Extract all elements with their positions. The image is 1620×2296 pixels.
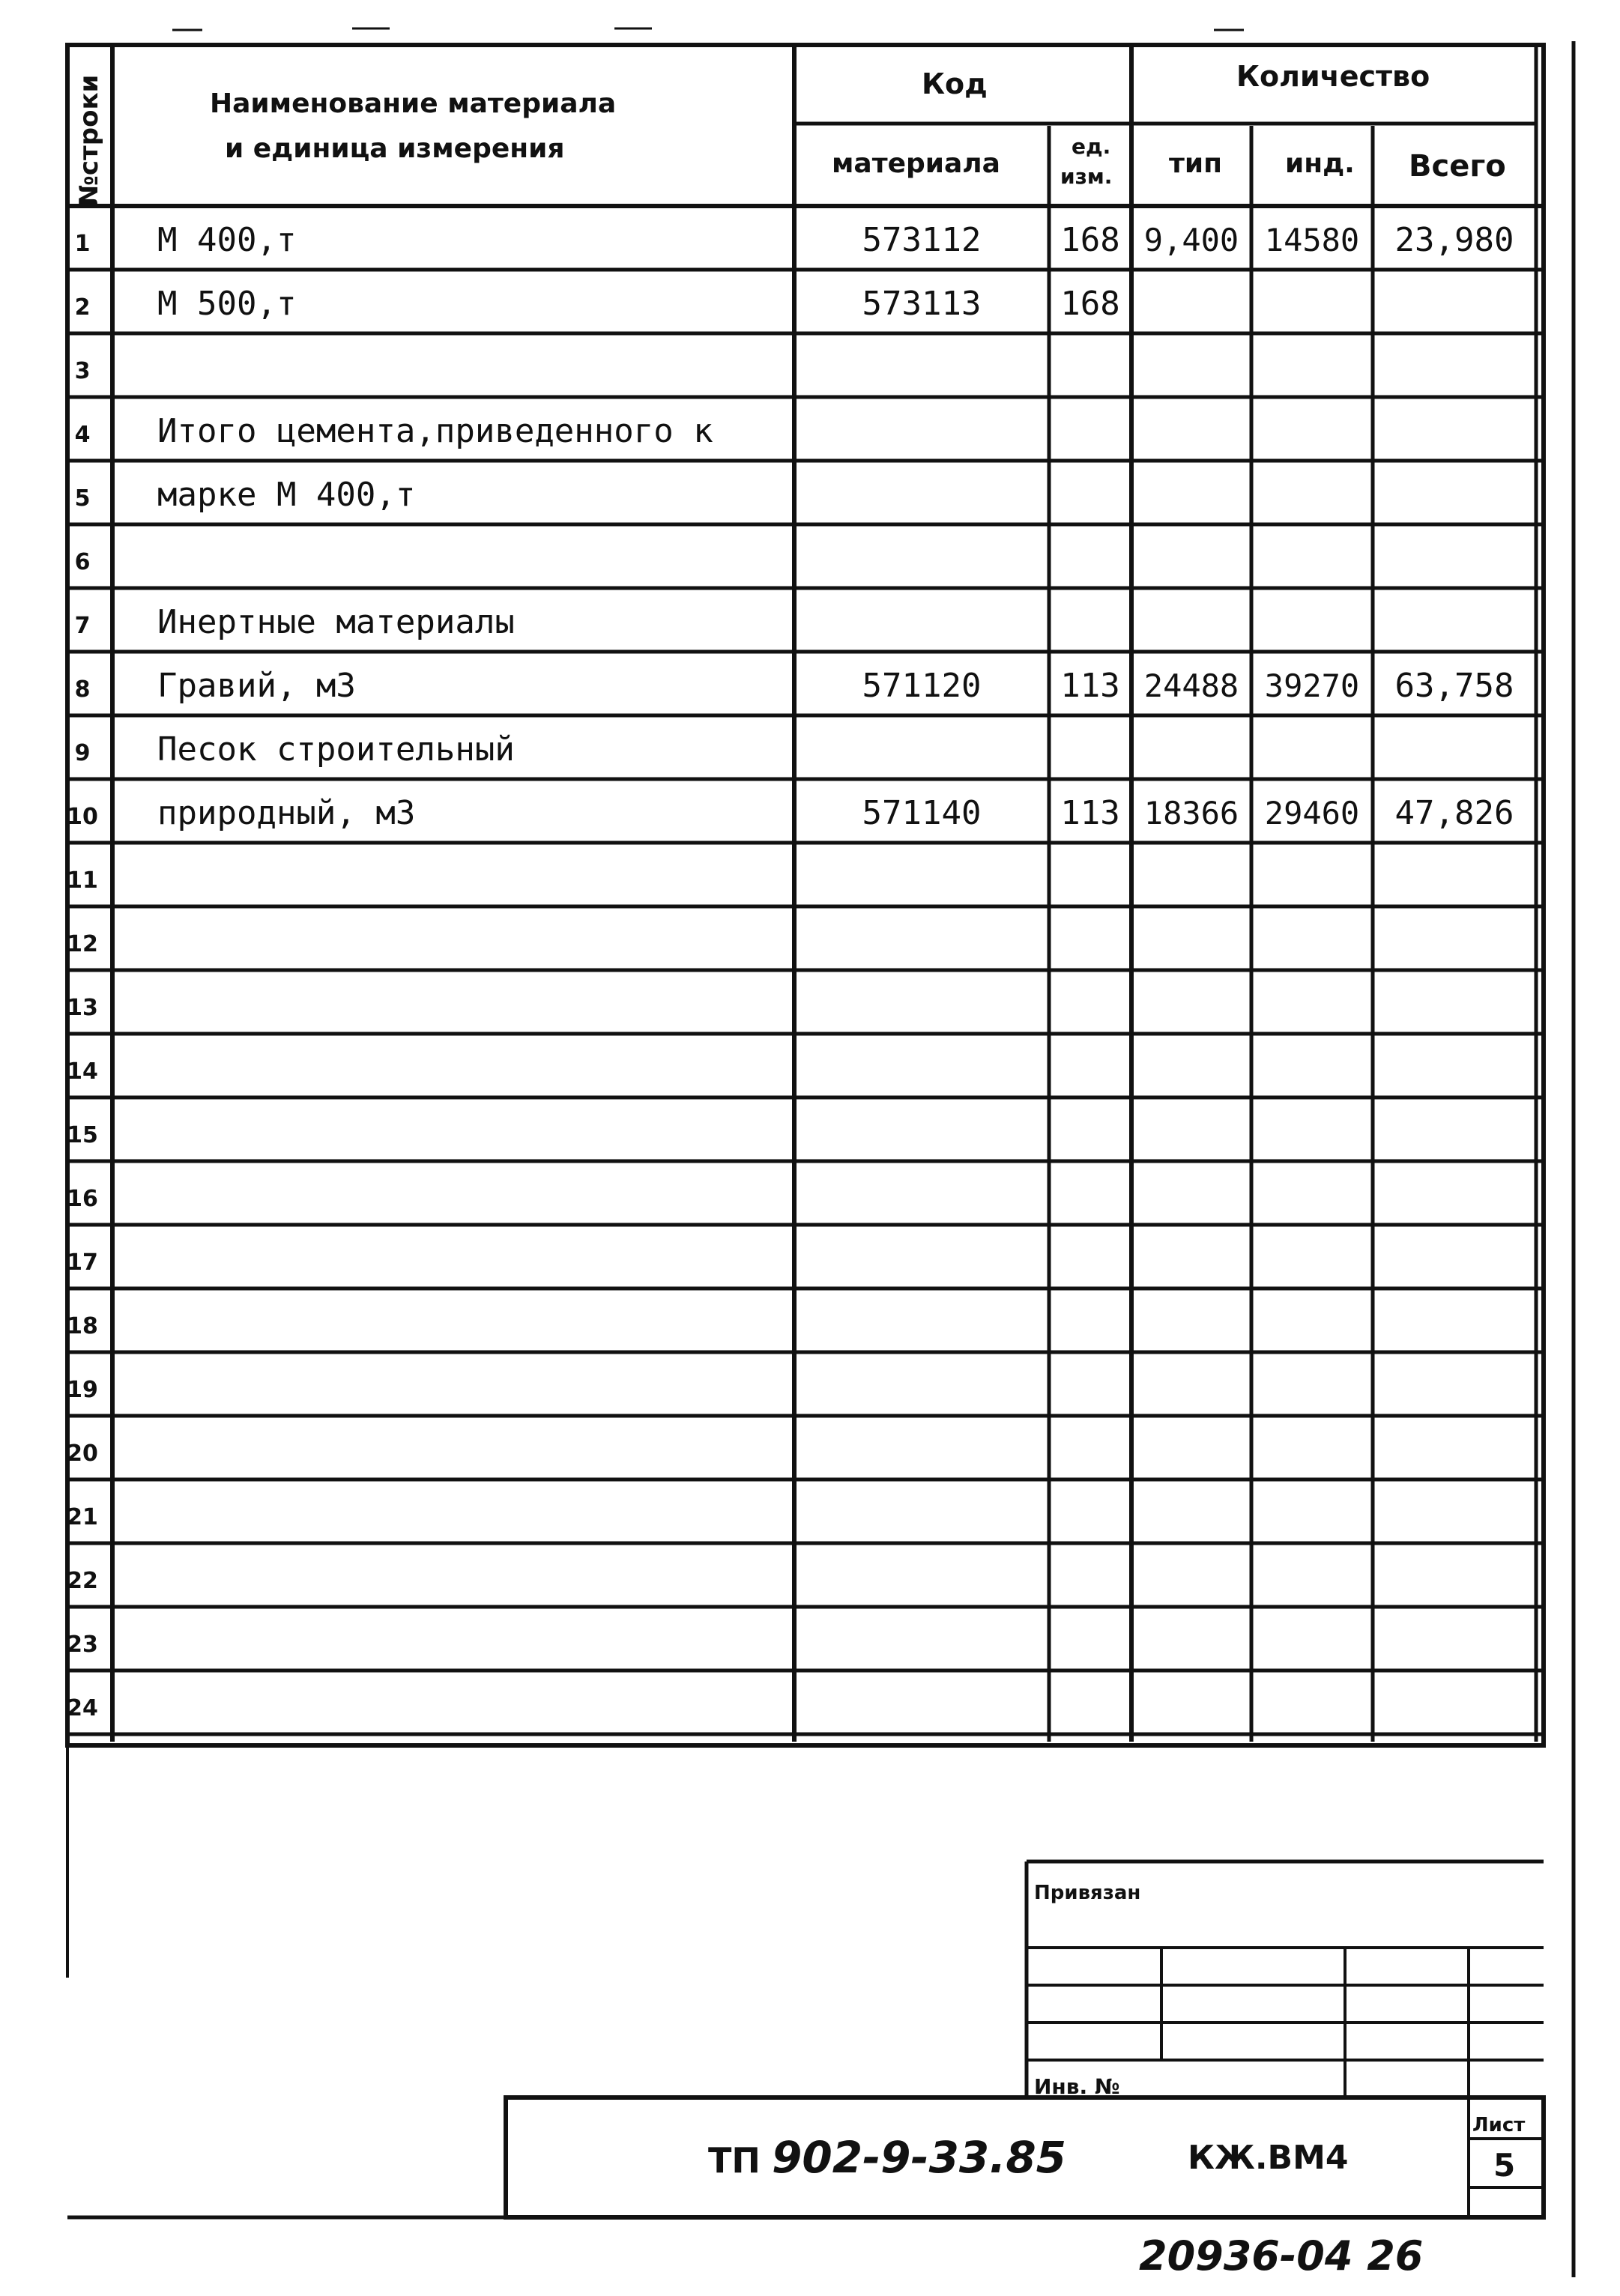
qty-ind: 14580 <box>1264 222 1360 258</box>
material-name: М 500,т <box>157 285 297 323</box>
table-header <box>74 60 1506 206</box>
table-row <box>67 1377 98 1403</box>
table-row <box>67 931 98 957</box>
sheet-label: Лист <box>1472 2114 1526 2136</box>
header-name-line2: и единица измерения <box>225 133 565 164</box>
stamp-inv: Инв. № <box>1034 2074 1120 2099</box>
table-row <box>75 730 515 769</box>
row-number: 6 <box>74 549 91 575</box>
header-ind: инд. <box>1285 148 1355 179</box>
row-number: 14 <box>67 1058 98 1085</box>
row-number: 10 <box>67 804 98 830</box>
header-row-no: №строки <box>74 74 104 206</box>
header-unit-line2: изм. <box>1060 164 1113 189</box>
doc-code: КЖ.ВМ4 <box>1188 2139 1349 2177</box>
row-number: 20 <box>67 1441 98 1467</box>
material-name: природный, м3 <box>157 794 416 832</box>
table-row <box>67 1186 98 1212</box>
table-row <box>67 794 1514 832</box>
qty-total: 47,826 <box>1394 794 1514 832</box>
qty-ind: 39270 <box>1264 667 1360 704</box>
table-row <box>75 412 713 450</box>
table-row <box>67 1122 98 1148</box>
table-row <box>67 1441 98 1467</box>
row-number: 1 <box>74 231 91 257</box>
table-row <box>67 1250 98 1276</box>
table-row <box>67 995 98 1021</box>
table-row <box>75 285 1120 323</box>
unit-code: 168 <box>1060 221 1120 259</box>
stamp-block <box>708 1882 1525 2184</box>
row-number: 13 <box>67 995 98 1021</box>
table-row <box>67 1695 98 1721</box>
material-code: 571120 <box>862 667 982 705</box>
grid-lines <box>67 28 1574 2277</box>
unit-code: 113 <box>1060 667 1120 705</box>
qty-ind: 29460 <box>1264 795 1360 832</box>
header-name-line1: Наименование материала <box>210 88 617 119</box>
table-row <box>67 1058 98 1085</box>
sheet-number: 5 <box>1493 2147 1516 2184</box>
row-number: 11 <box>67 867 98 894</box>
material-code: 573112 <box>862 221 982 259</box>
table-row <box>67 1313 98 1339</box>
stamp-attached: Привязан <box>1034 1882 1141 1904</box>
table-row <box>67 867 98 894</box>
doc-prefix: ТП <box>708 2140 761 2181</box>
row-number: 22 <box>67 1568 98 1594</box>
header-total: Всего <box>1409 149 1506 184</box>
material-name: Песок строительный <box>157 730 515 769</box>
table-row <box>75 358 91 384</box>
unit-code: 113 <box>1060 794 1120 832</box>
row-number: 17 <box>67 1250 98 1276</box>
table-row <box>67 1504 98 1530</box>
row-number: 15 <box>67 1122 98 1148</box>
qty-type: 18366 <box>1143 795 1239 832</box>
footer-handwritten-number: 20936-04 26 <box>1139 2232 1424 2280</box>
qty-total: 23,980 <box>1394 221 1514 259</box>
row-number: 5 <box>74 485 91 512</box>
qty-type: 9,400 <box>1143 222 1239 258</box>
table-row <box>67 1568 98 1594</box>
doc-number: 902-9-33.85 <box>772 2132 1067 2183</box>
material-name: М 400,т <box>157 221 297 259</box>
row-number: 21 <box>67 1504 98 1530</box>
row-number: 23 <box>67 1632 98 1658</box>
material-code: 573113 <box>862 285 982 323</box>
header-code: Код <box>922 67 988 100</box>
table-row <box>75 549 91 575</box>
material-name: Итого цемента,приведенного к <box>157 412 713 450</box>
unit-code: 168 <box>1060 285 1120 323</box>
table-row <box>75 603 515 641</box>
material-code: 571140 <box>862 794 982 832</box>
row-number: 19 <box>67 1377 98 1403</box>
material-name: марке М 400,т <box>157 476 416 514</box>
row-number: 16 <box>67 1186 98 1212</box>
table-row <box>67 1632 98 1658</box>
row-number: 9 <box>74 740 91 766</box>
row-number: 3 <box>74 358 91 384</box>
row-number: 24 <box>67 1695 98 1721</box>
row-number: 4 <box>74 422 91 448</box>
row-number: 18 <box>67 1313 98 1339</box>
material-name: Инертные материалы <box>157 603 515 641</box>
row-number: 8 <box>74 676 91 703</box>
table-row <box>75 476 416 514</box>
row-number: 12 <box>67 931 98 957</box>
header-material: материала <box>832 148 1000 179</box>
header-unit-line1: ед. <box>1072 134 1111 159</box>
qty-type: 24488 <box>1143 667 1239 704</box>
row-number: 7 <box>74 613 91 639</box>
material-name: Гравий, м3 <box>157 667 356 705</box>
qty-total: 63,758 <box>1394 667 1514 705</box>
header-type: тип <box>1169 148 1222 179</box>
header-quantity: Количество <box>1236 60 1430 93</box>
row-number: 2 <box>74 294 91 321</box>
